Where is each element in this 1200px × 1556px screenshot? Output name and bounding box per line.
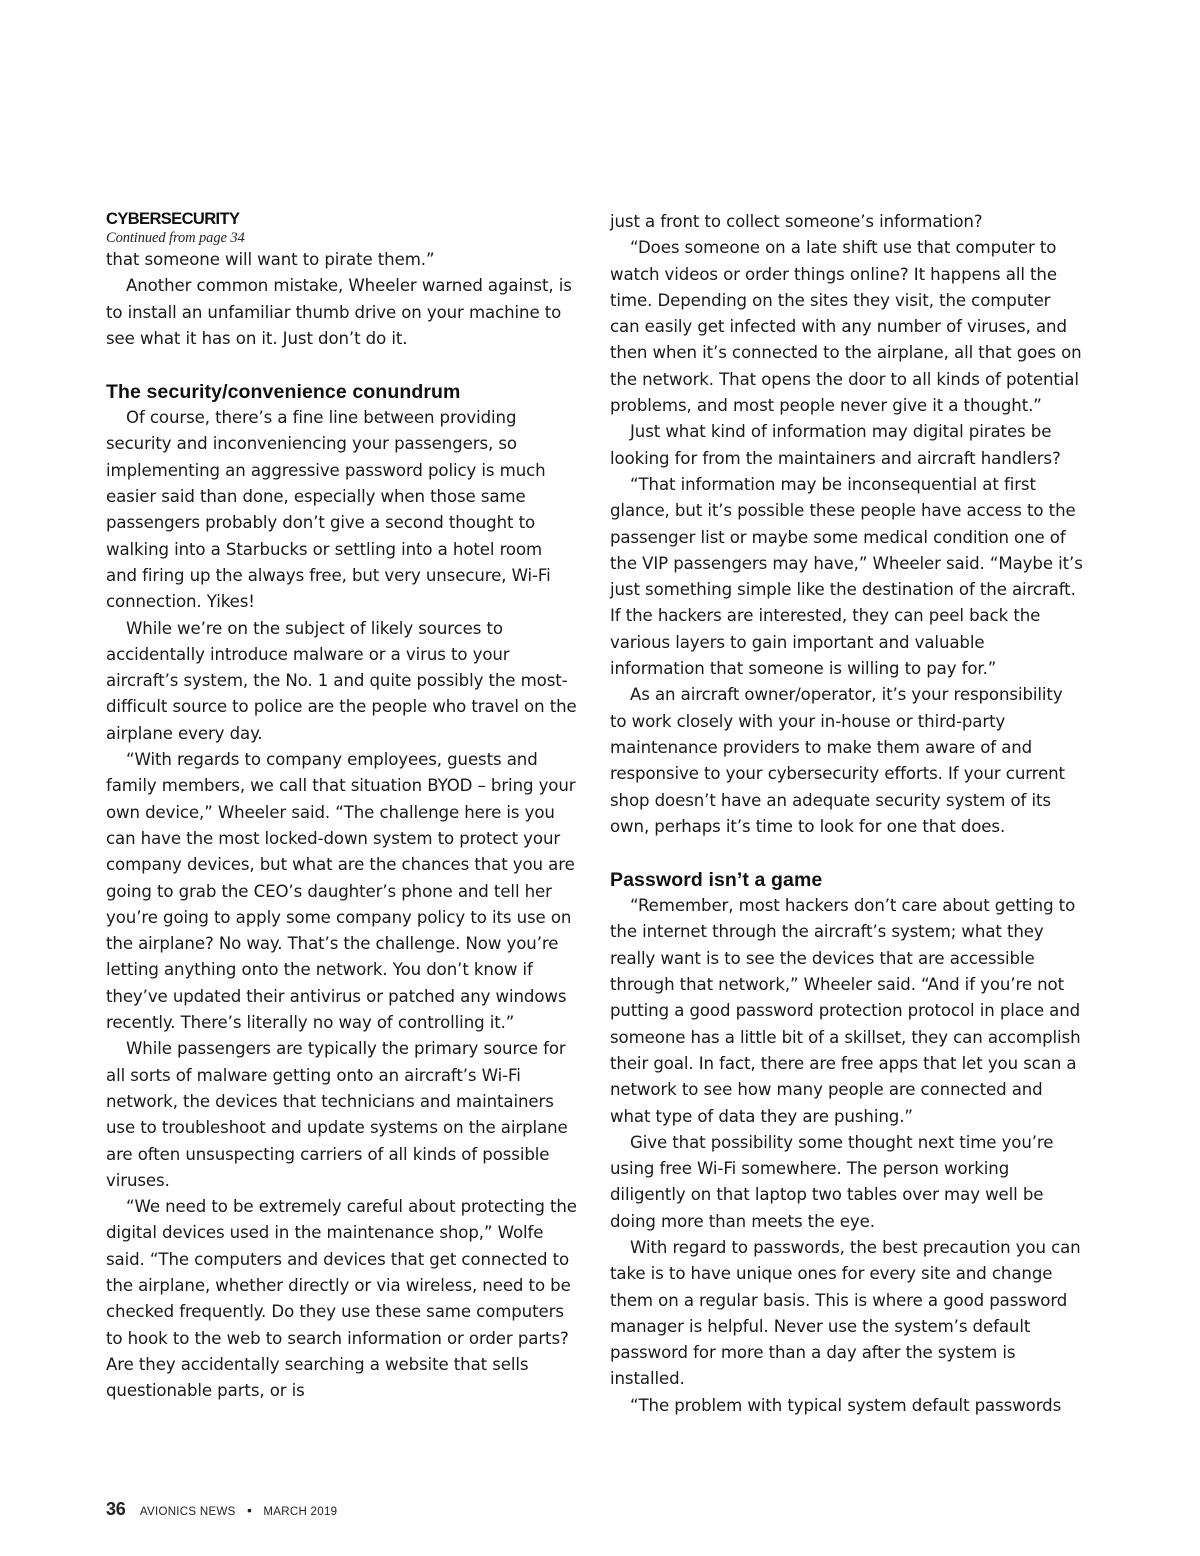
paragraph: Give that possibility some thought next time you’re using free Wi-Fi somewhere. The person working diligently on that laptop two tables over may well be doing more than meets the eye. xyxy=(610,1132,1054,1231)
paragraph: While passengers are typically the primary source for all sorts of malware getting onto an aircraft’s Wi-Fi network, the devices that technicians and maintainers use to troubleshoot and update systems on the airplane are often unsuspecting carriers of all kinds of possible viruses. xyxy=(106,1039,568,1190)
paragraph: Another common mistake, Wheeler warned against, is to install an unfamiliar thumb drive on your machine to see what it has on it. Just don’t do it. xyxy=(106,276,572,348)
section-heading: Password isn’t a game xyxy=(610,869,823,892)
publication-name: AVIONICS NEWS xyxy=(139,1506,236,1518)
section-kicker: CYBERSECURITY xyxy=(106,210,240,228)
bullet-separator: • xyxy=(247,1502,252,1518)
paragraph: “The problem with typical system default passwords xyxy=(630,1395,1062,1415)
paragraph: While we’re on the subject of likely sources to accidentally introduce malware or a virus to your aircraft’s system, the No. 1 and quite possibly the most-difficult source to police are the people who travel on the airplane every day. xyxy=(106,618,577,743)
paragraph: As an aircraft owner/operator, it’s your responsibility to work closely with your in-house or third-party maintenance providers to make them aware of and responsive to your cybersecurity efforts. If your current shop doesn’t have an adequate security system of its own, perhaps it’s time to look for one that does. xyxy=(610,685,1065,836)
paragraph: Just what kind of information may digital pirates be looking for from the maintainers and aircraft handlers? xyxy=(610,422,1061,468)
paragraph: “With regards to company employees, guests and family members, we call that situation BYOD – bring your own device,” Wheeler said. “The challenge here is you can have the most locked-down system to protect your company devices, but what are the chances that you are going to grab the CEO’s daughter’s phone and tell her you’re going to apply some company policy to its use on the airplane? No way. That’s the challenge. Now you’re letting anything onto the network. You don’t know if they’ve updated their antivirus or patched any windows recently. There’s literally no way of controlling it.” xyxy=(106,750,576,1033)
issue-date: MARCH 2019 xyxy=(263,1506,338,1518)
paragraph: that someone will want to pirate them.” xyxy=(106,250,435,269)
continued-note: Continued from page 34 xyxy=(106,230,245,246)
paragraph: Of course, there’s a fine line between providing security and inconveniencing your passengers, so implementing an aggressive password policy is much easier said than done, especially when those same passengers probably don’t give a second thought to walking into a Starbucks or settling into a hotel room and firing up the always free, but very unsecure, Wi-Fi connection. Yikes! xyxy=(106,408,551,612)
page-footer xyxy=(106,1499,337,1520)
left-column xyxy=(106,209,578,1404)
paragraph: “That information may be inconsequential at first glance, but it’s possible these people have access to the passenger list or maybe some medical condition one of the VIP passengers may have,” Wheeler said. “Maybe it’s just something simple like the destination of the aircraft. If the hackers are interested, they can peel back the various layers to gain important and valuable information that someone is willing to pay for.” xyxy=(610,474,1083,679)
paragraph: “We need to be extremely careful about protecting the digital devices used in the maintenance shop,” Wolfe said. “The computers and devices that get connected to the airplane, whether directly or via wireless, need to be checked frequently. Do they use these same computers to hook to the web to search information or order parts? Are they accidentally searching a website that sells questionable parts, or is xyxy=(106,1197,577,1401)
section-heading: The security/convenience conundrum xyxy=(106,381,461,404)
paragraph: With regard to passwords, the best precaution you can take is to have unique ones for every site and change them on a regular basis. This is where a good password manager is helpful. Never use the system’s default password for more than a day after the system is installed. xyxy=(610,1237,1081,1389)
page-number: 36 xyxy=(106,1499,126,1519)
paragraph: just a front to collect someone’s information? xyxy=(610,212,983,231)
paragraph: “Does someone on a late shift use that computer to watch videos or order things online? It happens all the time. Depending on the sites they visit, the computer can easily get infected with any number of viruses, and then when it’s connected to the airplane, all that goes on the network. That opens the door to all kinds of potential problems, and most people never give it a thought.” xyxy=(610,238,1082,416)
paragraph: “Remember, most hackers don’t care about getting to the internet through the aircraft’s system; what they really want is to see the devices that are accessible through that network,” Wheeler said. “And if you’re not putting a good password protection protocol in place and someone has a little bit of a skillset, they can accomplish their goal. In fact, there are free apps that let you scan a network to see how many people are connected and what type of data they are pushing.” xyxy=(610,896,1081,1126)
right-column xyxy=(610,209,1084,1419)
